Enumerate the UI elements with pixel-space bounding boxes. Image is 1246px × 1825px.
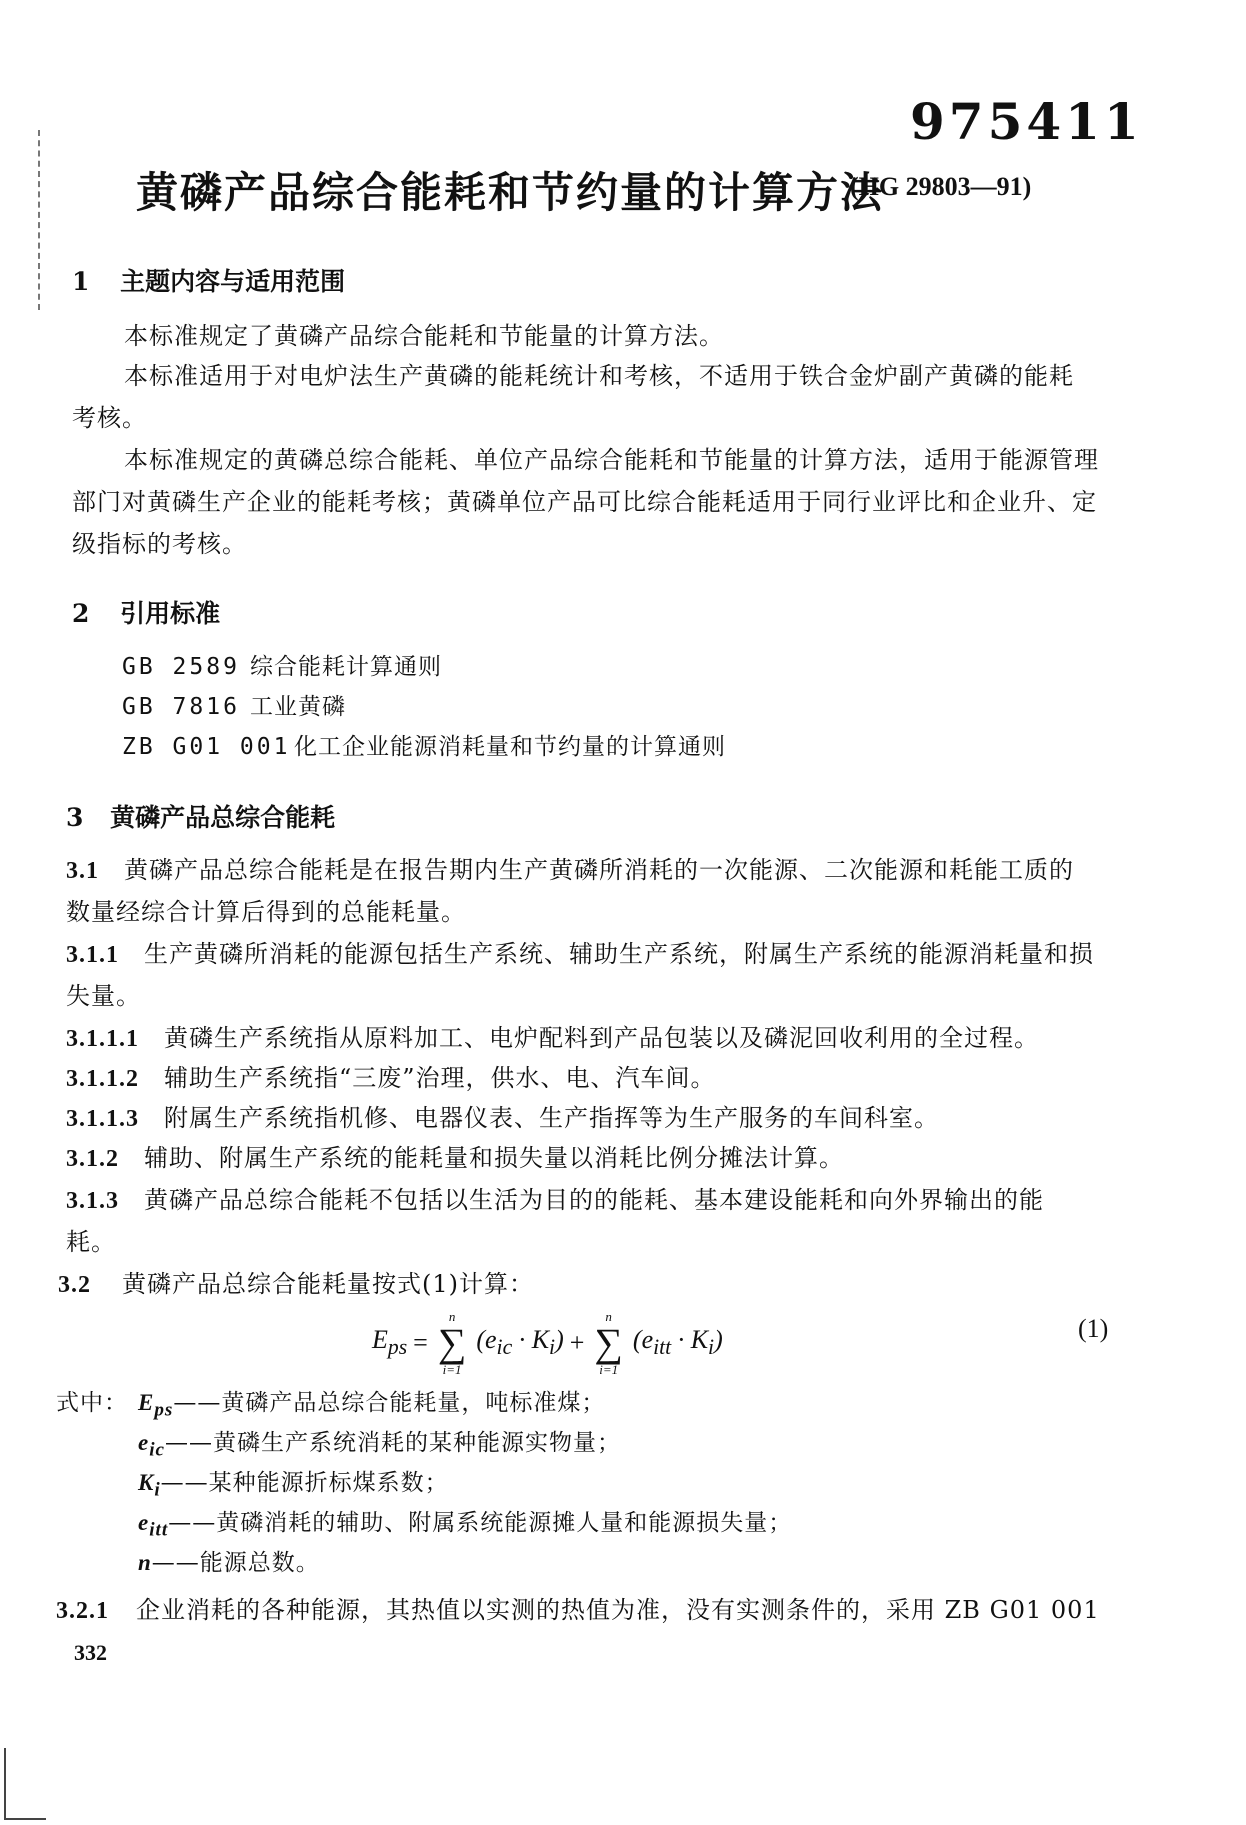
section-number: 2 [72,599,90,628]
standard-code: (HG 29803—91) [850,172,1032,201]
clause-text: 耗。 [66,1228,116,1256]
plus-sign: + [569,1328,585,1357]
clause-text: 黄磷生产系统指从原料加工、电炉配料到产品包装以及磷泥回收利用的全过程。 [164,1024,1039,1052]
formula-lhs: $E_{ps}$ [372,1325,408,1360]
clause-text: 附属生产系统指机修、电器仪表、生产指挥等为生产服务的车间科室。 [164,1104,939,1132]
where-label: 式中： [56,1390,128,1416]
section-3-heading [66,798,335,834]
equals-sign: = [413,1328,428,1357]
term-1: $(e_{ic} \cdot K_i)$ [476,1325,564,1360]
variable-definition: $e_{ic}——$黄磷生产系统消耗的某种能源实物量； [138,1430,622,1461]
section-1-heading [72,262,345,298]
reference-name: 综合能耗计算通则 [250,654,442,680]
paragraph: 本标准适用于对电炉法生产黄磷的能耗统计和考核，不适用于铁合金炉副产黄磷的能耗 [124,362,1074,390]
clause-text: 辅助生产系统指“三废”治理，供水、电、汽车间。 [164,1064,716,1092]
corner-mark [4,1748,46,1820]
reference-name: 化工企业能源消耗量和节约量的计算通则 [294,734,726,760]
clause-text: 黄磷产品总综合能耗不包括以生活为目的的能耗、基本建设能耗和向外界输出的能 [144,1186,1044,1214]
variable-definition: $e_{itt}——$黄磷消耗的辅助、附属系统能源摊人量和能源损失量； [138,1510,793,1541]
clause-number: 3.1.1 [66,942,119,968]
clause-text: 失量。 [66,982,141,1010]
clause-3-1-2 [66,1138,844,1173]
section-title: 引用标准 [120,599,221,628]
section-number: 1 [72,267,90,296]
reference-item [122,688,346,721]
summation-1: n ∑ i=1 [437,1309,467,1377]
variable-definition: $E_{ps}——$黄磷产品总综合能耗量，吨标准煤； [138,1390,606,1421]
equation-number: (1) [1078,1314,1109,1343]
clause-3-1-1-3 [66,1098,939,1133]
sigma-icon: ∑ [594,1320,623,1365]
clause-3-1-1-1 [66,1018,1039,1053]
sigma-icon: ∑ [437,1320,467,1365]
document-number: 975411 [910,92,1143,151]
term-2: $(e_{itt} \cdot K_i)$ [632,1325,723,1360]
paragraph: 级指标的考核。 [72,530,247,558]
paragraph: 本标准规定了黄磷产品综合能耗和节能量的计算方法。 [124,322,724,350]
clause-3-1-1-2 [66,1058,716,1093]
clause-number: 3.1 [66,858,99,884]
clause-number: 3.1.3 [66,1188,119,1214]
reference-item [122,648,442,681]
section-2-heading [72,594,220,630]
reference-code: ZB G01 001 [122,734,291,760]
variable-definition: n——能源总数。 [138,1550,320,1576]
page-title: 黄磷产品综合能耗和节约量的计算方法 [136,168,885,217]
clause-text: 黄磷产品总综合能耗量按式(1)计算： [122,1270,534,1298]
clause-3-1-1 [66,934,1094,969]
clause-number: 3.1.1.3 [66,1106,139,1132]
clause-text: 黄磷产品总综合能耗是在报告期内生产黄磷所消耗的一次能源、二次能源和耗能工质的 [124,856,1074,884]
formula-1 [372,1310,723,1376]
clause-3-1-3 [66,1180,1044,1215]
variable-definition: $K_i——$某种能源折标煤系数； [138,1470,449,1501]
reference-name: 工业黄磷 [250,694,346,720]
section-title: 黄磷产品总综合能耗 [110,803,336,832]
page-number: 332 [74,1640,107,1665]
clause-text: 企业消耗的各种能源，其热值以实测的热值为准，没有实测条件的，采用 ZB G01 001 [136,1596,1100,1624]
paragraph: 考核。 [72,404,147,432]
section-number: 3 [66,803,84,832]
clause-3-1 [66,850,1074,885]
paragraph: 本标准规定的黄磷总综合能耗、单位产品综合能耗和节能量的计算方法，适用于能源管理 [124,446,1099,474]
clause-number: 3.1.1.2 [66,1066,139,1092]
clause-number: 3.2.1 [56,1598,109,1624]
clause-text: 生产黄磷所消耗的能源包括生产系统、辅助生产系统，附属生产系统的能源消耗量和损 [144,940,1094,968]
margin-mark [38,130,40,310]
summation-2: n ∑ i=1 [594,1309,623,1377]
paragraph: 部门对黄磷生产企业的能耗考核；黄磷单位产品可比综合能耗适用于同行业评比和企业升、定 [72,488,1097,516]
clause-number: 3.2 [58,1272,91,1298]
reference-code: GB 7816 [122,694,240,720]
clause-text: 数量经综合计算后得到的总能耗量。 [66,898,466,926]
clause-3-2-1 [56,1590,1100,1625]
clause-text: 辅助、附属生产系统的能耗量和损失量以消耗比例分摊法计算。 [144,1144,844,1172]
clause-3-2 [58,1264,534,1299]
reference-item [122,728,726,761]
section-title: 主题内容与适用范围 [120,267,346,296]
clause-number: 3.1.2 [66,1146,119,1172]
reference-code: GB 2589 [122,654,240,680]
clause-number: 3.1.1.1 [66,1026,139,1052]
